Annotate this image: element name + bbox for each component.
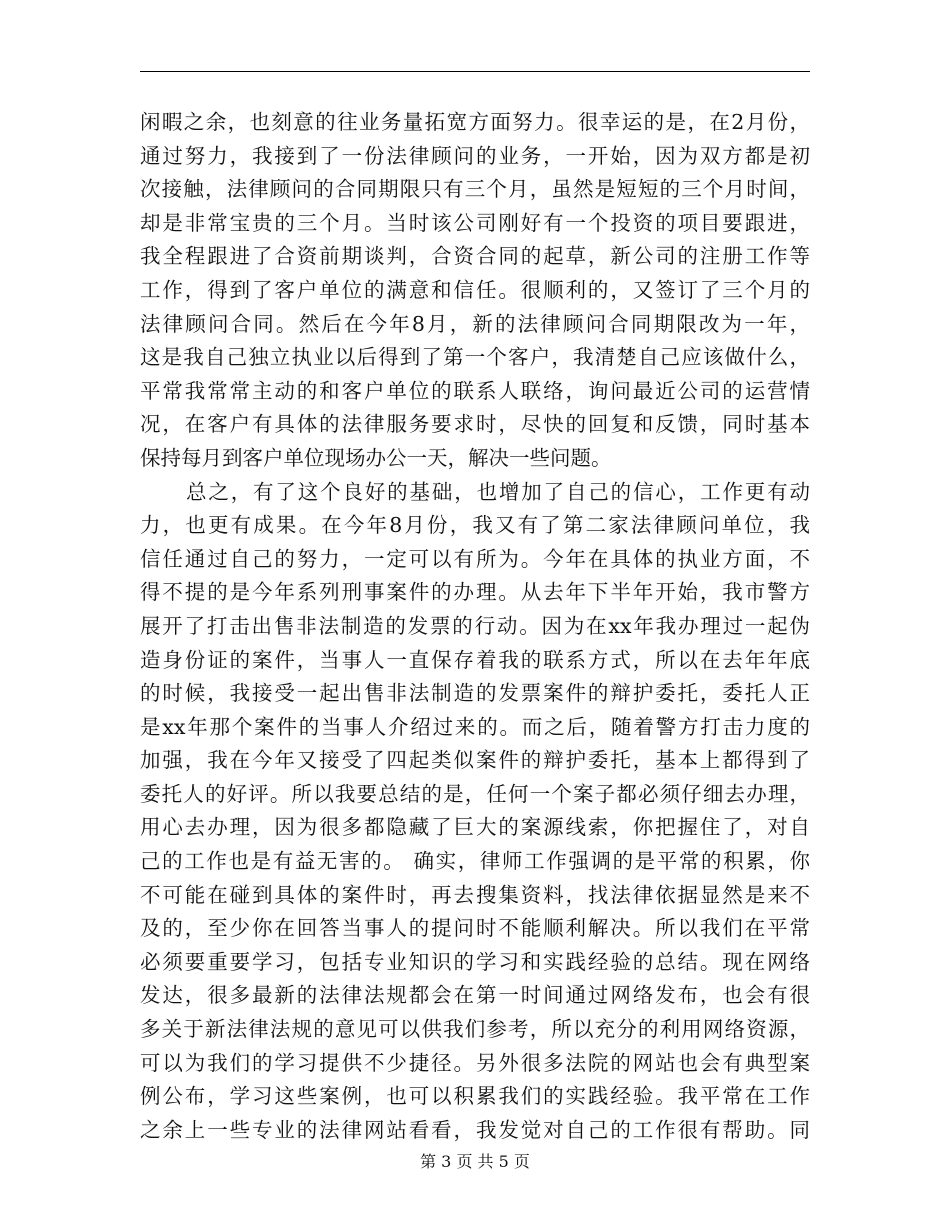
text-line: 之余上一些专业的法律网站看看，我发觉对自己的工作很有帮助。同 — [140, 1117, 810, 1142]
text-line: 可以为我们的学习提供不少捷径。另外很多法院的网站也会有典型案 — [140, 1050, 810, 1075]
text-line: 总之，有了这个良好的基础，也增加了自己的信心，工作更有动 — [186, 479, 810, 504]
text-line: 法律顾问合同。然后在今年8月，新的法律顾问合同期限改为一年， — [140, 311, 810, 336]
text-line: 及的，至少你在回答当事人的提问时不能顺利解决。所以我们在平常 — [140, 916, 810, 941]
text-line: 我全程跟进了合资前期谈判，合资合同的起草，新公司的注册工作等 — [140, 244, 810, 269]
text-line: 加强，我在今年又接受了四起类似案件的辩护委托，基本上都得到了 — [140, 748, 810, 773]
text-line: 发达，很多最新的法律法规都会在第一时间通过网络发布，也会有很 — [140, 983, 810, 1008]
body-text — [140, 106, 810, 1147]
text-line: 这是我自己独立执业以后得到了第一个客户，我清楚自己应该做什么， — [140, 345, 810, 370]
page-number-label: 第 3 页 共 5 页 — [420, 1152, 530, 1171]
text-line: 况，在客户有具体的法律服务要求时，尽快的回复和反馈，同时基本 — [140, 412, 810, 437]
text-line: 力，也更有成果。在今年8月份，我又有了第二家法律顾问单位，我 — [140, 513, 810, 538]
text-line: 闲暇之余，也刻意的往业务量拓宽方面努力。很幸运的是，在2月份， — [140, 110, 810, 134]
paragraph — [140, 106, 810, 476]
text-line: 信任通过自己的努力，一定可以有所为。今年在具体的执业方面，不 — [140, 546, 810, 571]
text-line: 的时候，我接受一起出售非法制造的发票案件的辩护委托，委托人正 — [140, 681, 810, 706]
text-line: 得不提的是今年系列刑事案件的办理。从去年下半年开始，我市警方 — [140, 580, 810, 605]
text-line: 保持每月到客户单位现场办公一天，解决一些问题。 — [140, 445, 612, 470]
text-line: 是xx年那个案件的当事人介绍过来的。而之后，随着警方打击力度的 — [140, 714, 810, 739]
text-line: 多关于新法律法规的意见可以供我们参考，所以充分的利用网络资源， — [140, 1017, 810, 1042]
text-line: 例公布，学习这些案例，也可以积累我们的实践经验。我平常在工作 — [140, 1084, 810, 1109]
text-line: 必须要重要学习，包括专业知识的学习和实践经验的总结。现在网络 — [140, 949, 810, 974]
text-line: 却是非常宝贵的三个月。当时该公司刚好有一个投资的项目要跟进， — [140, 210, 810, 235]
text-line: 委托人的好评。所以我要总结的是，任何一个案子都必须仔细去办理， — [140, 781, 810, 806]
text-line: 通过努力，我接到了一份法律顾问的业务，一开始，因为双方都是初 — [140, 143, 810, 168]
text-line: 己的工作也是有益无害的。 确实，律师工作强调的是平常的积累，你 — [140, 849, 810, 874]
text-line: 展开了打击出售非法制造的发票的行动。因为在xx年我办理过一起伪 — [140, 613, 810, 638]
page-footer — [0, 1152, 950, 1172]
header-rule — [140, 71, 810, 72]
text-line: 工作，得到了客户单位的满意和信任。很顺利的，又签订了三个月的 — [140, 277, 810, 302]
text-line: 造身份证的案件，当事人一直保存着我的联系方式，所以在去年年底 — [140, 647, 810, 672]
text-line: 用心去办理，因为很多都隐藏了巨大的案源线索，你把握住了，对自 — [140, 815, 810, 840]
paragraph — [140, 476, 810, 1148]
text-line: 平常我常常主动的和客户单位的联系人联络，询问最近公司的运营情 — [140, 378, 810, 403]
text-line: 次接触，法律顾问的合同期限只有三个月，虽然是短短的三个月时间， — [140, 177, 810, 202]
text-line: 不可能在碰到具体的案件时，再去搜集资料，找法律依据显然是来不 — [140, 882, 810, 907]
